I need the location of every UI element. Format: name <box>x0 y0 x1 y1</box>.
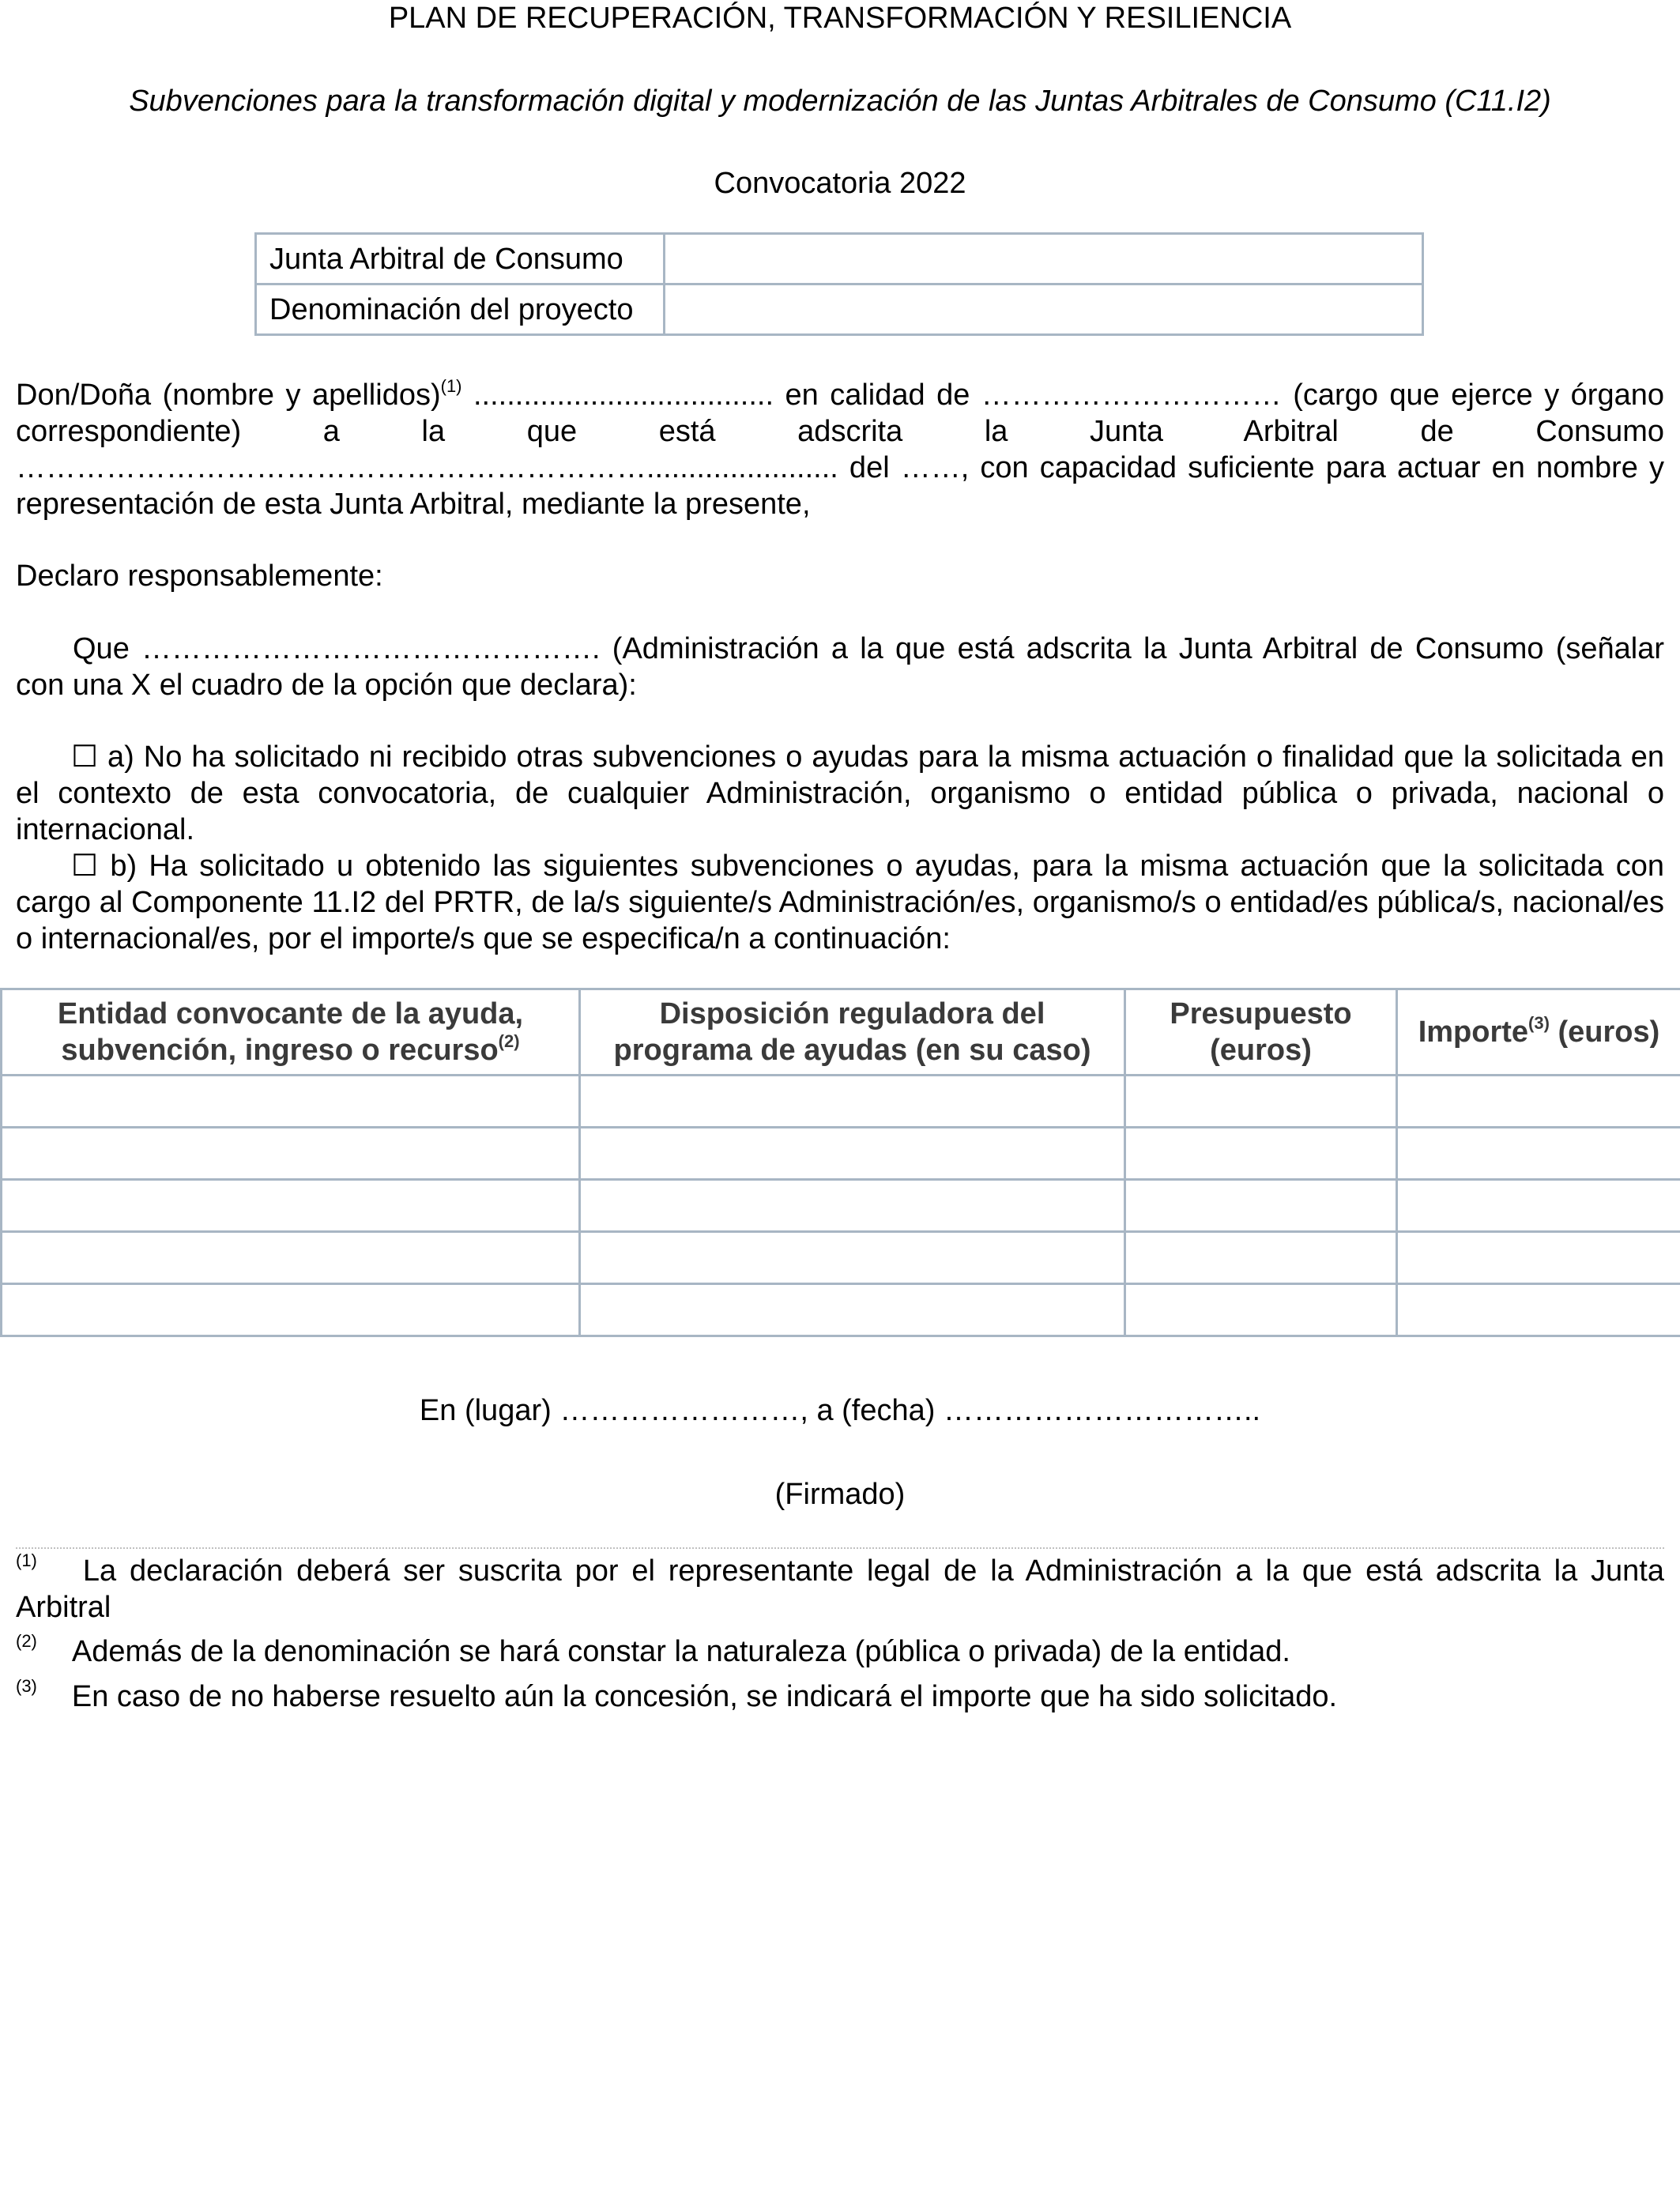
aid-table <box>0 988 1680 1337</box>
option-b-text: b) Ha solicitado u obtenido las siguientes subvenciones o ayudas, para la misma actuación que la solicitada con cargo al Componente 11.I2 del PRTR, de la/s siguiente/s Administración/es, organismo/s o entidad/es pública/s, nacional/es o internacional/es, por el importe/s que se especifica/n a continuación: <box>16 850 1664 955</box>
junta-field[interactable] <box>665 234 1423 284</box>
place-date-line: En (lugar) ……………………, a (fecha) ………………………….. <box>419 1394 1261 1427</box>
entity-cell[interactable] <box>2 1232 580 1284</box>
footnote-2-text: Además de la denominación se hará constar la naturaleza (pública o privada) de la entidad. <box>71 1635 1290 1668</box>
aid-table-header <box>2 989 1680 1076</box>
project-name-field[interactable] <box>665 284 1423 335</box>
budget-cell[interactable] <box>1125 1076 1397 1128</box>
option-b-checkbox[interactable]: ☐ <box>71 850 99 883</box>
entity-cell[interactable] <box>2 1284 580 1336</box>
document-subtitle: Subvenciones para la transformación digital y modernización de las Juntas Arbitrales de Consumo (C11.I2) <box>129 85 1551 118</box>
footnote-mark-1: (1) <box>16 1550 37 1570</box>
entity-cell[interactable] <box>2 1076 580 1128</box>
option-a <box>16 739 1664 848</box>
option-a-checkbox[interactable]: ☐ <box>71 740 99 774</box>
budget-cell[interactable] <box>1125 1284 1397 1336</box>
col-header-budget: Presupuesto (euros) <box>1125 989 1397 1076</box>
regulation-cell[interactable] <box>580 1076 1125 1128</box>
footnote-mark-3: (3) <box>16 1676 37 1696</box>
footnote-2 <box>16 1633 1290 1670</box>
footnote-1-text: La declaración deberá ser suscrita por el representante legal de la Administración a la que está adscrita la Junta Arbitral <box>16 1554 1664 1624</box>
footnote-ref-3: (3) <box>1528 1013 1550 1033</box>
amount-cell[interactable] <box>1397 1180 1680 1232</box>
option-a-text: a) No ha solicitado ni recibido otras subvenciones o ayudas para la misma actuación o finalidad que la solicitada en el contexto de esta convocatoria, de cualquier Administración, organismo o entidad pública o privada, nacional o internacional. <box>16 740 1664 846</box>
administration-paragraph: Que ………………………………………. (Administración a la que está adscrita la Junta Arbitral de Consumo (señalar con una X el cuadro de la opción que declara): <box>16 632 1664 702</box>
col-header-amount-unit: (euros) <box>1549 1015 1660 1049</box>
project-name-label: Denominación del proyecto <box>256 284 665 335</box>
junta-label: Junta Arbitral de Consumo <box>256 234 665 284</box>
amount-cell[interactable] <box>1397 1284 1680 1336</box>
declarant-text-start: Don/Doña (nombre y apellidos) <box>16 379 441 412</box>
table-row <box>2 1180 1680 1232</box>
declarant-text-rest: .................................... en calidad de ………………………… (cargo que ejerce y órgano correspondiente) a la que está adscrita la Junta Arbitral de Consumo ………………………………………………………....................... del ……, con capacidad suficiente para actuar en nombre y representación de esta Junta Arbitral, mediante la presente, <box>16 379 1664 521</box>
call-year: Convocatoria 2022 <box>714 167 966 200</box>
entity-cell[interactable] <box>2 1180 580 1232</box>
table-row <box>256 234 1423 284</box>
footnote-3 <box>16 1678 1337 1715</box>
table-row <box>2 1076 1680 1128</box>
footnote-ref-2: (2) <box>498 1031 520 1051</box>
table-row <box>2 1232 1680 1284</box>
footnote-3-text: En caso de no haberse resuelto aún la concesión, se indicará el importe que ha sido solicitado. <box>71 1680 1338 1713</box>
col-header-entity <box>2 989 580 1076</box>
budget-cell[interactable] <box>1125 1180 1397 1232</box>
budget-cell[interactable] <box>1125 1128 1397 1180</box>
col-header-entity-text: Entidad convocante de la ayuda, subvención, ingreso o recurso <box>57 997 524 1067</box>
budget-cell[interactable] <box>1125 1232 1397 1284</box>
table-row <box>2 1128 1680 1180</box>
identification-table <box>254 232 1424 336</box>
regulation-cell[interactable] <box>580 1128 1125 1180</box>
regulation-cell[interactable] <box>580 1232 1125 1284</box>
declarant-paragraph <box>16 377 1664 522</box>
table-row <box>256 284 1423 335</box>
regulation-cell[interactable] <box>580 1284 1125 1336</box>
declaration-heading: Declaro responsablemente: <box>16 559 383 593</box>
amount-cell[interactable] <box>1397 1128 1680 1180</box>
footnote-separator <box>16 1547 1664 1549</box>
document-title: PLAN DE RECUPERACIÓN, TRANSFORMACIÓN Y RESILIENCIA <box>388 2 1292 35</box>
amount-cell[interactable] <box>1397 1232 1680 1284</box>
regulation-cell[interactable] <box>580 1180 1125 1232</box>
option-b <box>16 848 1664 957</box>
footnote-mark-2: (2) <box>16 1631 37 1651</box>
col-header-regulation: Disposición reguladora del programa de ayudas (en su caso) <box>580 989 1125 1076</box>
table-row <box>2 1284 1680 1336</box>
amount-cell[interactable] <box>1397 1076 1680 1128</box>
footnote-ref-1: (1) <box>440 376 462 396</box>
col-header-amount-text: Importe <box>1418 1015 1529 1049</box>
signature-line: (Firmado) <box>774 1478 906 1511</box>
col-header-amount <box>1397 989 1680 1076</box>
footnote-1 <box>16 1550 1664 1626</box>
entity-cell[interactable] <box>2 1128 580 1180</box>
